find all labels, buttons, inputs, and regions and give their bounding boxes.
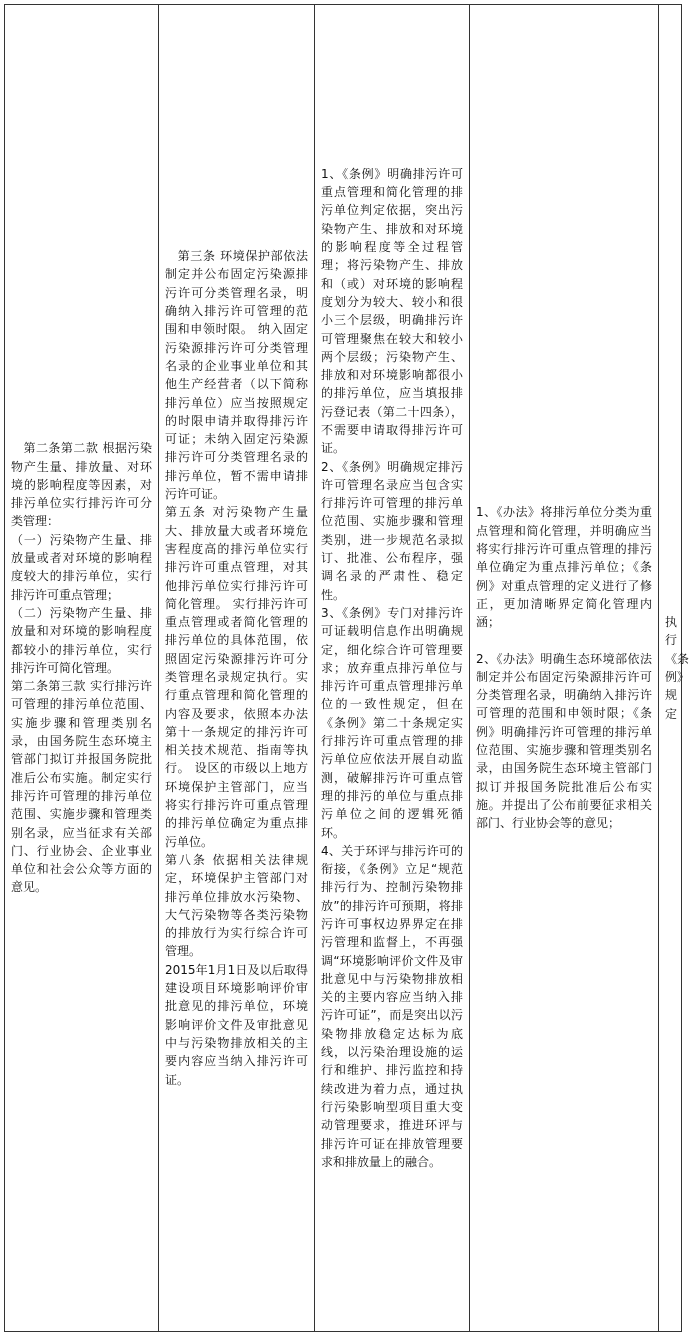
- table-row: [5, 5, 682, 1332]
- cell-regulation-articles: [5, 5, 159, 1332]
- cell-conclusion: 执行《条例》规定: [659, 5, 682, 1332]
- cell-paragraph: 第二条第三款 实行排污许可管理的排污单位范围、实施步骤和管理类别名录，由国务院生态环境主管部门拟订并报国务院批准后公布实施。制定实行排污许可管理的排污单位范围、实施步骤和管理类别名录，应当征求有关部门、行业协会、企业事业单位和社会公众等方面的意见。: [11, 679, 152, 895]
- cell-paragraph: 3、《条例》专门对排污许可证载明信息作出明确规定，细化综合许可管理要求；放弃重点排污单位与排污许可重点管理排污单位的一致性规定，但在《条例》第二十条规定实行排污许可重点管理的排污单位应依法开展自动监测，破解排污许可重点管理的排污的单位与重点排污单位之间的逻辑死循环。: [321, 605, 463, 840]
- cell-paragraph: 2、《办法》明确生态环境部依法制定并公布固定污染源排污许可分类管理名录，明确纳入排污许可管理的范围和申领时限；《条例》明确排污许可管理的排污单位范围、实施步骤和管理类别名录，由国务院生态环境主管部门拟订并报国务院批准后公布实施。并提出了公布前要征求相关部门、行业协会等的意见；: [476, 651, 652, 831]
- cell-paragraph: 第五条 对污染物产生量大、排放量大或者环境危害程度高的排污单位实行排污许可重点管理，对其他排污单位实行排污许可简化管理。 实行排污许可重点管理或者简化管理的排污单位的具体范围，依照固定污染源排污许可分类管理名录规定执行。实行重点管理和简化管理的内容及要求，依照本办法第十一条规定的排污许可相关技术规范、指南等执行。 设区的市级以上地方环境保护主管部门，应当将实行排污许可重点管理的排污单位确定为重点排污单位。: [165, 505, 308, 849]
- cell-measures-articles: [159, 5, 315, 1332]
- comparison-table: [4, 4, 689, 1332]
- cell-paragraph: 2015年1月1日及以后取得建设项目环境影响评价审批意见的排污单位，环境影响评价文件及审批意见中与污染物排放相关的主要内容应当纳入排污许可证。: [165, 962, 308, 1087]
- cell-paragraph: 第二条第二款 根据污染物产生量、排放量、对环境的影响程度等因素，对排污单位实行排污许可分类管理：: [11, 441, 152, 529]
- cell-paragraph: 第八条 依据相关法律规定，环境保护主管部门对排污单位排放水污染物、大气污染物等各类污染物的排放行为实行综合许可管理。: [165, 852, 308, 959]
- cell-analysis: [315, 5, 470, 1332]
- cell-paragraph: 4、关于环评与排污许可的衔接，《条例》立足“规范排污行为、控制污染物排放”的排污许可预期，将排污许可事权边界界定在排污管理和监督上，不再强调“环境影响评价文件及审批意见中与污染物排放相关的主要内容应当纳入排污许可证”，而是突出以污染物排放稳定达标为底线，以污染治理设施的运行和维护、排污监控和持续改进为着力点，通过执行污染影响型项目重大变动管理要求，推进环评与排污许可证在排放管理要求和排放量上的融合。: [321, 843, 463, 1169]
- cell-paragraph: 1、《条例》明确排污许可重点管理和简化管理的排污单位判定依据，突出污染物产生、排放和对环境的影响程度等全过程管理；将污染物产生、排放和（或）对环境的影响程度划分为较大、较小和很小三个层级，明确排污许可管理聚焦在较大和较小两个层级；污染物产生、排放和对环境影响都很小的排污单位，应当填报排污登记表（第二十四条），不需要申请取得排污许可证。: [321, 166, 463, 456]
- cell-paragraph: 1、《办法》将排污单位分类为重点管理和简化管理，并明确应当将实行排污许可重点管理的排污单位确定为重点排污单位；《条例》对重点管理的定义进行了修正，更加清晰界定简化管理内涵；: [476, 505, 652, 630]
- cell-differences: [470, 5, 659, 1332]
- cell-paragraph: （一）污染物产生量、排放量或者对环境的影响程度较大的排污单位，实行排污许可重点管理；: [11, 532, 152, 602]
- cell-paragraph: 第三条 环境保护部依法制定并公布固定污染源排污许可分类管理名录，明确纳入排污许可管理的范围和申领时限。 纳入固定污染源排污许可分类管理名录的企业事业单位和其他生产经营者（以下简称排污单位）应当按照规定的时限申请并取得排污许可证；未纳入固定污染源排污许可分类管理名录的排污单位，暂不需申请排污许可证。: [165, 249, 308, 502]
- cell-paragraph: 2、《条例》明确规定排污许可管理名录应当包含实行排污许可管理的排污单位范围、实施步骤和管理类别，进一步规范名录拟订、批准、公布程序，强调名录的严肃性、稳定性。: [321, 459, 463, 602]
- cell-paragraph: （二）污染物产生量、排放量和对环境的影响程度都较小的排污单位，实行排污许可简化管理。: [11, 605, 152, 675]
- spacer: [476, 632, 652, 650]
